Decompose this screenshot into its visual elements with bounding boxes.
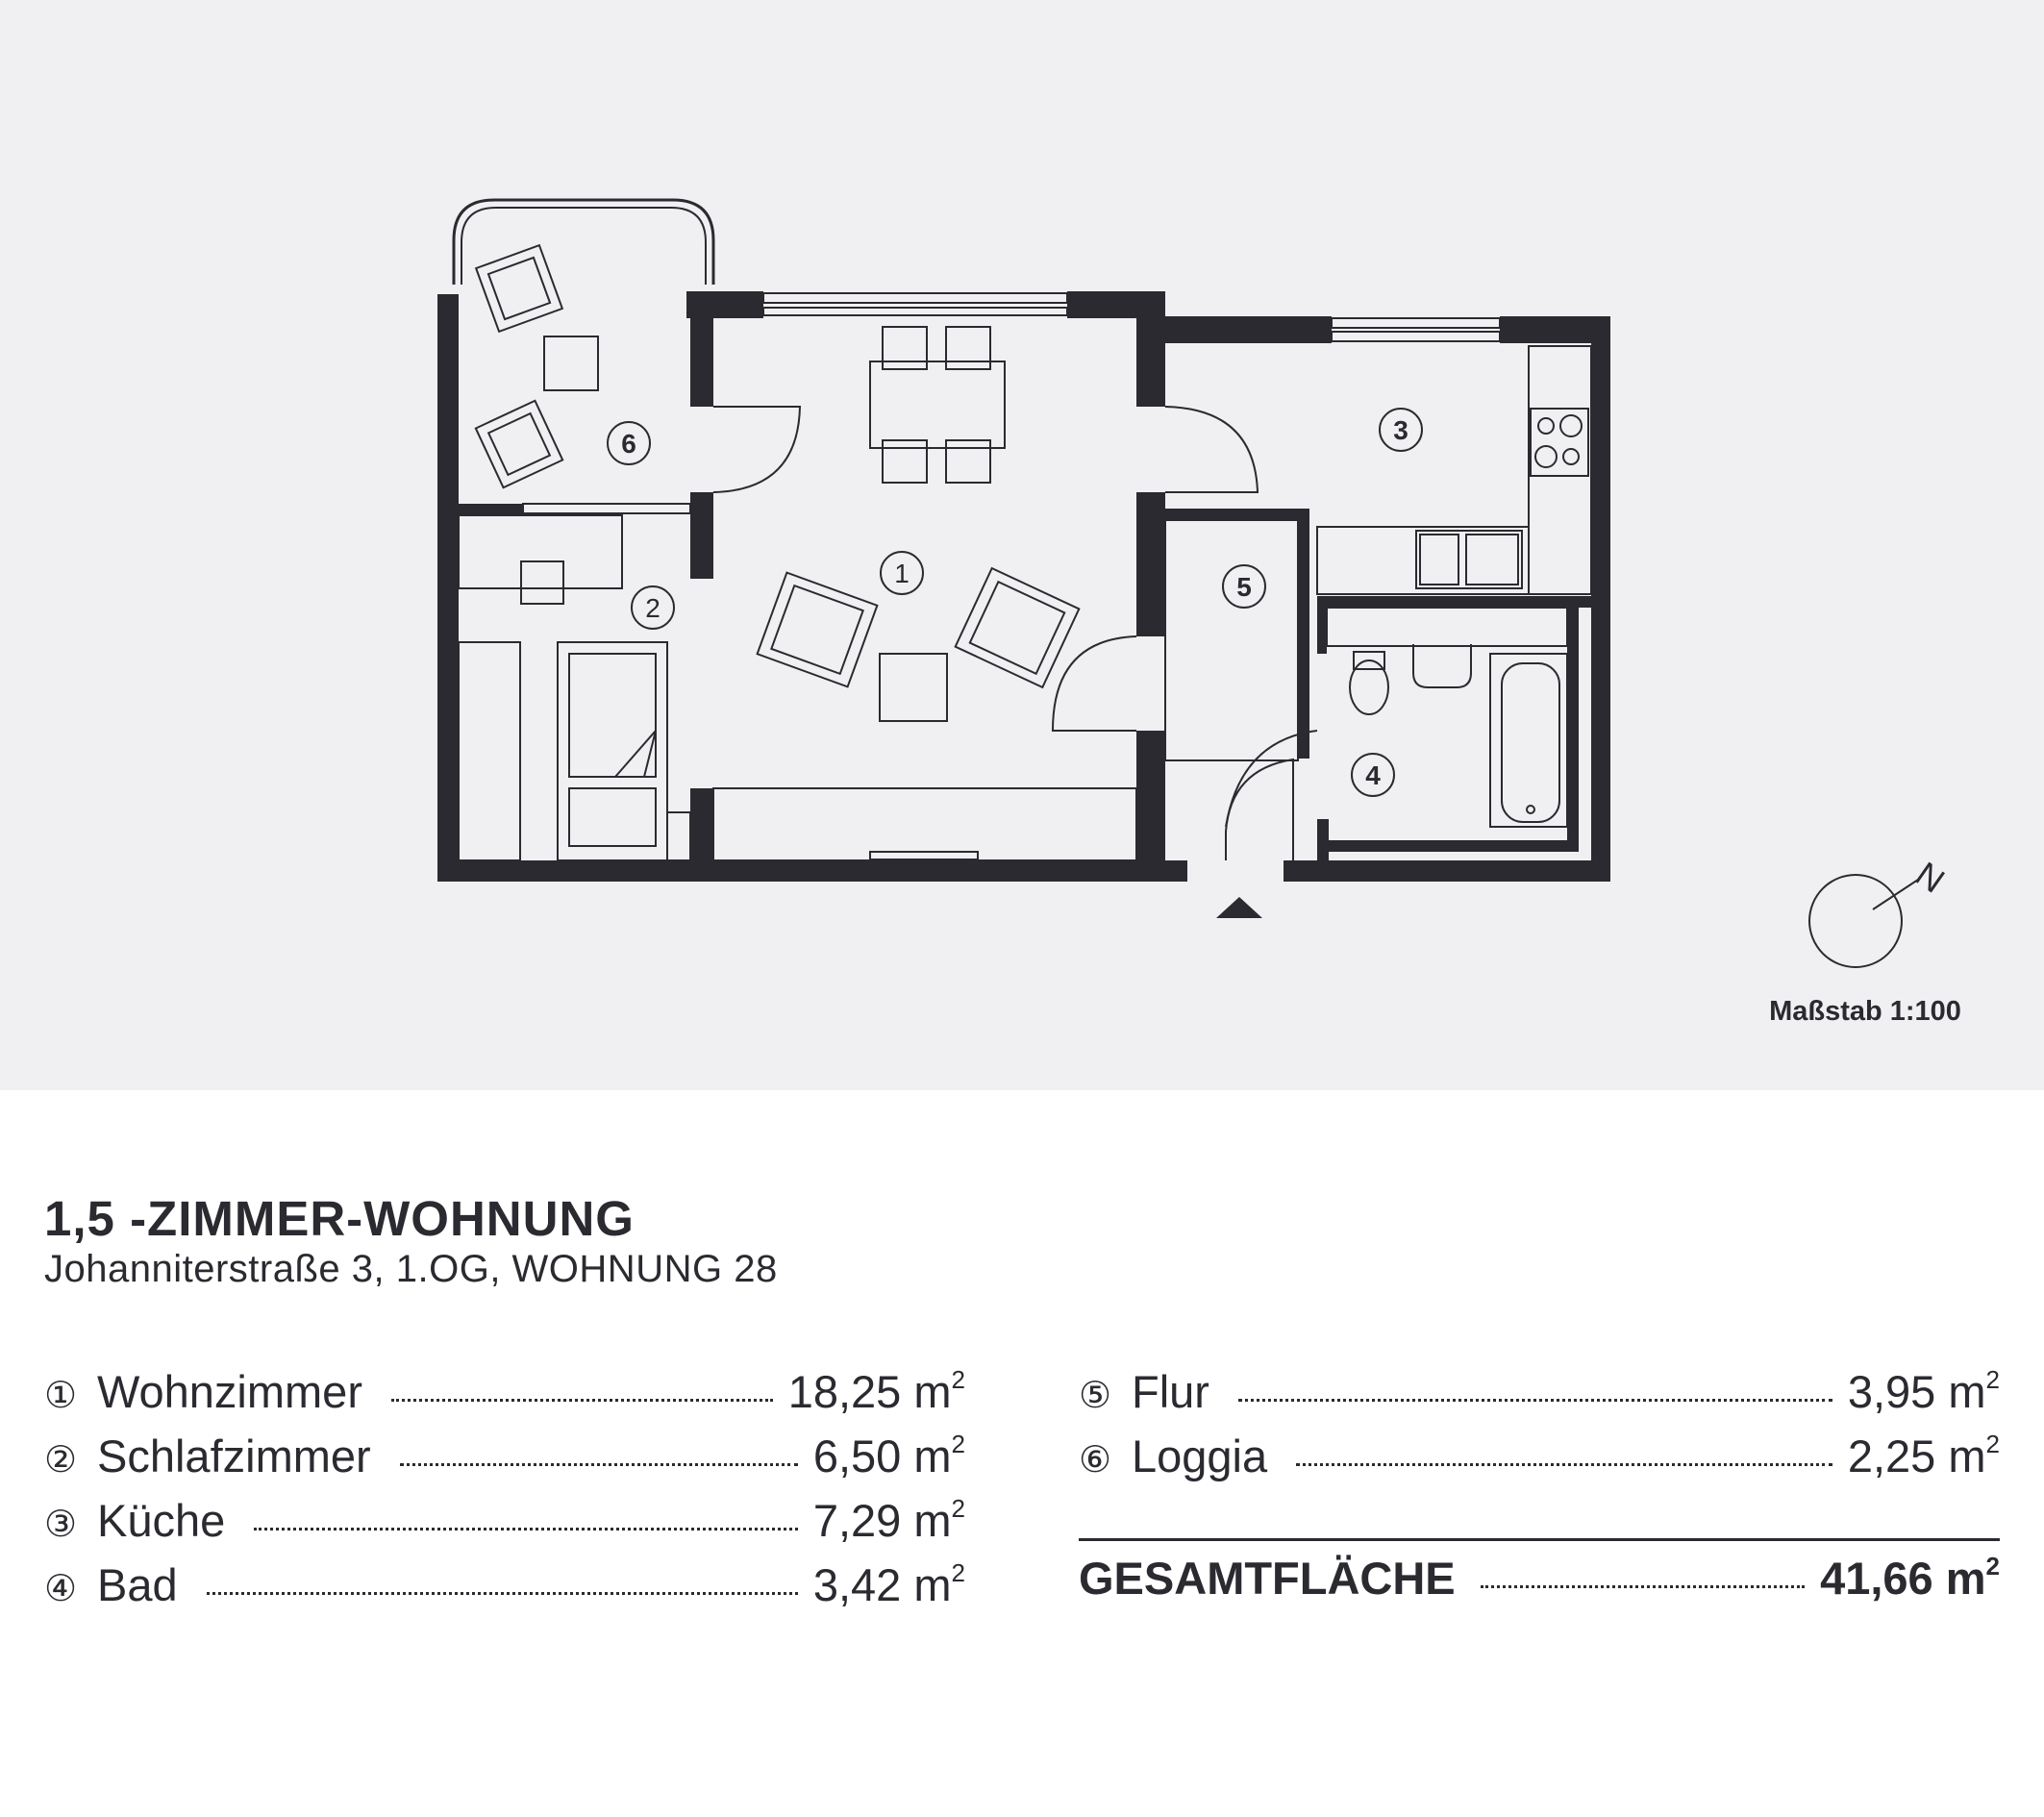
apartment-title: 1,5 -ZIMMER-WOHNUNG (44, 1191, 635, 1246)
walls (437, 291, 1610, 882)
north-arrow-icon (1809, 854, 1952, 967)
dot-leader (400, 1463, 798, 1466)
plan-linework (454, 200, 1591, 860)
room-number: ③ (44, 1505, 78, 1545)
svg-text:4: 4 (1365, 760, 1381, 790)
dot-leader (1238, 1399, 1832, 1402)
room-list-right (1079, 1365, 2000, 1494)
entrance-arrow-icon (1216, 897, 1262, 918)
room-area: 2,25 $m^2$ (1847, 1430, 2000, 1481)
room-number: ⑤ (1079, 1376, 1112, 1416)
room-row (1079, 1365, 2000, 1430)
svg-text:6: 6 (621, 429, 636, 459)
room-name: Schlafzimmer (97, 1431, 371, 1481)
room-name: Bad (97, 1559, 178, 1610)
total-divider (1079, 1538, 2000, 1541)
room-marker-6 (608, 422, 650, 464)
svg-text:N: N (1908, 854, 1953, 901)
room-row (44, 1558, 965, 1623)
room-row (44, 1494, 965, 1558)
svg-text:3: 3 (1393, 415, 1408, 445)
room-number: ⑥ (1079, 1440, 1112, 1481)
room-area: 3,95 $m^2$ (1847, 1365, 2000, 1417)
room-number: ② (44, 1440, 78, 1481)
dot-leader (207, 1592, 798, 1595)
room-name: Loggia (1132, 1431, 1268, 1481)
room-number: ① (44, 1376, 78, 1416)
dot-leader (1296, 1463, 1832, 1466)
room-marker-5 (1223, 565, 1265, 608)
scale-label: Maßstab 1:100 (1769, 996, 1961, 1027)
room-marker-1 (881, 552, 923, 594)
room-marker-4 (1352, 754, 1394, 796)
room-row (44, 1430, 965, 1494)
total-label: GESAMTFLÄCHE (1079, 1553, 1456, 1604)
room-area: 3,42 $m^2$ (812, 1558, 965, 1610)
dot-leader (254, 1528, 798, 1531)
room-area: 18,25 $m^2$ (787, 1365, 965, 1417)
room-list-left (44, 1365, 965, 1623)
svg-text:1: 1 (894, 559, 910, 588)
room-area: 7,29 $m^2$ (812, 1494, 965, 1546)
room-name: Wohnzimmer (97, 1366, 362, 1417)
room-name: Flur (1132, 1366, 1209, 1417)
room-name: Küche (97, 1495, 226, 1546)
room-row (44, 1365, 965, 1430)
room-area: 6,50 $m^2$ (812, 1430, 965, 1481)
room-number: ④ (44, 1569, 78, 1609)
svg-text:5: 5 (1236, 572, 1252, 602)
svg-text:2: 2 (645, 593, 661, 623)
dot-leader (391, 1399, 773, 1402)
room-marker-3 (1380, 409, 1422, 451)
dot-leader (1481, 1585, 1805, 1588)
room-row (1079, 1430, 2000, 1494)
apartment-address: Johanniterstraße 3, 1.OG, WOHNUNG 28 (44, 1248, 778, 1290)
total-area: 41,66 $m^2$ (1820, 1552, 2000, 1604)
room-marker-2 (632, 586, 674, 629)
total-row (1079, 1552, 2000, 1605)
